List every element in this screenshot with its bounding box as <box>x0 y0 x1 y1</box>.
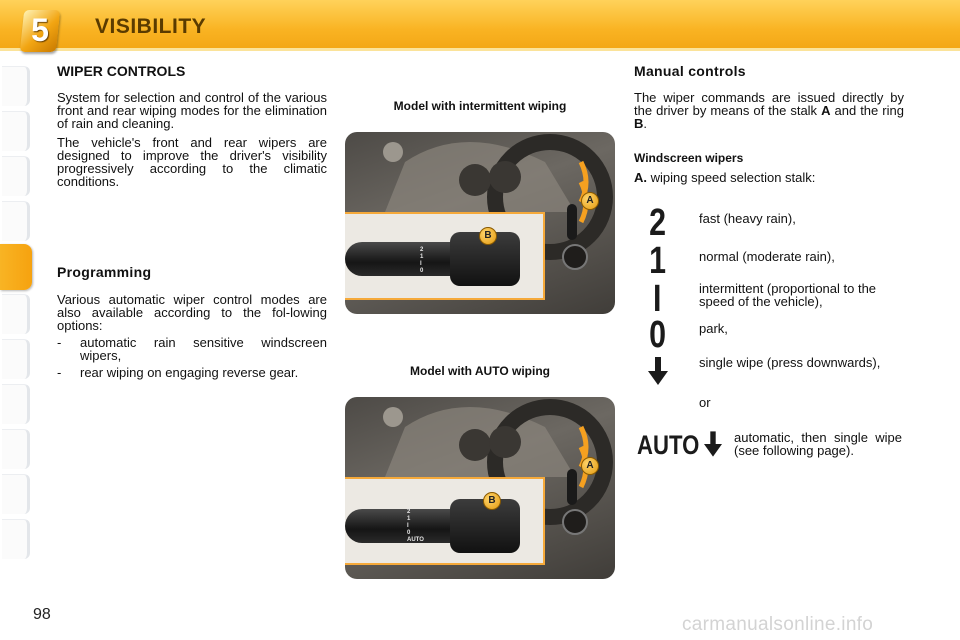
chapter-tab-4[interactable] <box>2 201 30 241</box>
illustration-auto <box>345 397 615 579</box>
speed-2-text: fast (heavy rain), <box>699 211 796 226</box>
stalk-label <box>634 171 904 184</box>
bullet-text: automatic rain sensitive windscreen wipers, <box>80 335 327 363</box>
page-title: VISIBILITY <box>95 15 207 38</box>
marker-b: B <box>483 492 501 510</box>
chapter-tab-8[interactable] <box>2 384 30 424</box>
park-text: park, <box>699 321 728 336</box>
or-text: or <box>699 395 711 410</box>
chapter-tab-3[interactable] <box>2 156 30 196</box>
chapter-tab-1[interactable] <box>2 66 30 106</box>
stalk-mark-1: 1 <box>420 254 424 260</box>
speed-1-text: normal (moderate rain), <box>699 249 835 264</box>
left-column <box>57 63 327 379</box>
intermittent-glyph: I <box>653 278 662 320</box>
down-arrow-icon <box>704 430 722 458</box>
header-divider <box>0 48 960 51</box>
programming-title: Programming <box>57 264 152 280</box>
stalk-mark-1: 1 <box>407 516 411 522</box>
chapter-tab-11[interactable] <box>2 519 30 559</box>
auto-text: automatic, then single wipe (see following page). <box>734 430 902 458</box>
caption-intermittent: Model with intermittent wiping <box>393 99 567 113</box>
manual-controls-title: Manual controls <box>634 63 746 79</box>
caption-auto: Model with AUTO wiping <box>410 364 550 378</box>
chapter-tab-10[interactable] <box>2 474 30 514</box>
stalk-label-letter: A. <box>634 170 647 185</box>
marker-a: A <box>581 457 599 475</box>
chapter-tab-6[interactable] <box>2 294 30 334</box>
bullet-item <box>57 366 327 379</box>
bullet-dash: - <box>57 365 62 380</box>
marker-b: B <box>479 227 497 245</box>
design-paragraph: The vehicle's front and rear wipers are designed to improve the driver's visibility progressively according to the climatic conditions. <box>57 135 327 189</box>
stalk-position-marks <box>420 247 423 275</box>
stalk-label-text: wiping speed selection stalk: <box>650 170 816 185</box>
intro-text-mid: and the ring <box>834 103 904 118</box>
page-number: 98 <box>33 606 51 623</box>
chapter-badge <box>20 10 60 52</box>
down-arrow-icon <box>648 357 668 385</box>
stalk-mark-0: 0 <box>407 530 411 536</box>
intro-stalk-letter: A <box>821 103 831 118</box>
chapter-tab-5-active[interactable] <box>0 244 32 290</box>
programming-intro: Various automatic wiper control modes are also available according to the fol-lowing options: <box>57 292 327 333</box>
manual-controls-intro <box>634 91 904 130</box>
bullet-item <box>57 336 327 362</box>
bullet-dash: - <box>57 335 62 350</box>
chapter-tab-7[interactable] <box>2 339 30 379</box>
section-title: WIPER CONTROLS <box>57 63 186 79</box>
chapter-tab-9[interactable] <box>2 429 30 469</box>
speed-2-glyph: 2 <box>649 202 667 244</box>
stalk-mark-i: I <box>420 261 422 267</box>
stalk-position-marks <box>407 509 424 544</box>
speed-1-glyph: 1 <box>649 240 667 282</box>
windscreen-wipers-title: Windscreen wipers <box>634 151 744 165</box>
auto-glyph: AUTO <box>637 430 700 460</box>
illustration-intermittent <box>345 132 615 314</box>
park-glyph: 0 <box>649 314 667 356</box>
right-column <box>634 63 904 184</box>
single-wipe-text: single wipe (press downwards), <box>699 355 881 370</box>
stalk-mark-auto: AUTO <box>407 537 424 543</box>
bullet-text: rear wiping on engaging reverse gear. <box>80 365 299 380</box>
marker-a: A <box>581 192 599 210</box>
stalk-mark-i: I <box>407 523 409 529</box>
watermark: carmanualsonline.info <box>682 614 874 635</box>
intro-text-end: . <box>643 116 648 131</box>
intro-text: The wiper commands are issued directly by the driver by means of the stalk <box>634 90 904 118</box>
stalk-mark-0: 0 <box>420 268 424 274</box>
stalk-mark-2: 2 <box>420 247 424 253</box>
intro-paragraph: System for selection and control of the various front and rear wiping modes for the elimination of rain and cleaning. <box>57 90 327 131</box>
chapter-tab-2[interactable] <box>2 111 30 151</box>
chapter-tab-strip <box>0 66 32 576</box>
stalk-mark-2: 2 <box>407 509 411 515</box>
intro-ring-letter: B <box>634 116 644 131</box>
intermittent-text: intermittent (proportional to the speed of the vehicle), <box>699 281 877 309</box>
chapter-number: 5 <box>31 12 49 48</box>
